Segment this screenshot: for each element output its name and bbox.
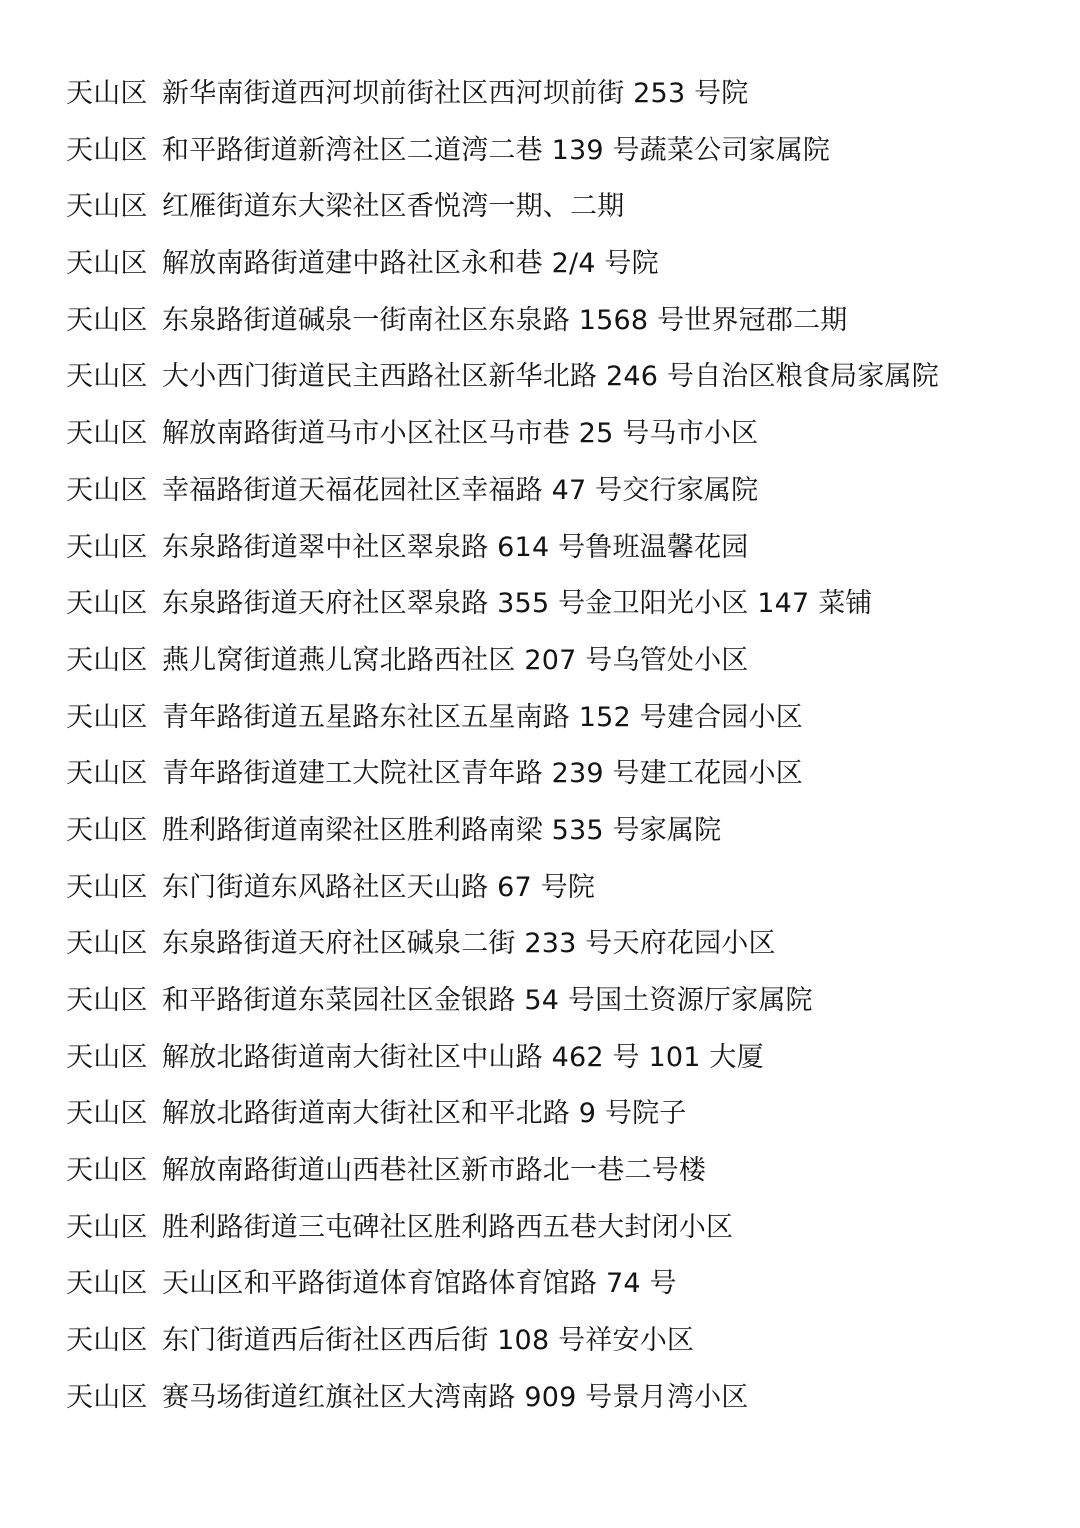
address-text: 胜利路街道南梁社区胜利路南梁 535 号家属院	[162, 814, 722, 846]
address-text: 解放南路街道建中路社区永和巷 2/4 号院	[162, 248, 659, 280]
district-label: 天山区	[66, 644, 148, 676]
district-label: 天山区	[66, 134, 148, 166]
address-text: 东泉路街道碱泉一街南社区东泉路 1568 号世界冠郡二期	[162, 304, 848, 336]
address-text: 和平路街道东菜园社区金银路 54 号国土资源厅家属院	[162, 985, 813, 1016]
district-label: 天山区	[66, 1381, 148, 1413]
address-text: 解放北路街道南大街社区和平北路 9 号院子	[162, 1098, 687, 1130]
district-label: 天山区	[66, 1325, 148, 1357]
address-text: 东泉路街道天府社区翠泉路 355 号金卫阳光小区 147 菜铺	[162, 588, 873, 620]
district-label: 天山区	[66, 588, 148, 620]
list-item	[66, 524, 1046, 581]
district-label: 天山区	[66, 78, 148, 109]
address-text: 胜利路街道三屯碑社区胜利路西五巷大封闭小区	[162, 1211, 734, 1243]
address-text: 东泉路街道天府社区碱泉二街 233 号天府花园小区	[162, 928, 776, 960]
district-label: 天山区	[66, 871, 148, 903]
address-text: 大小西门街道民主西路社区新华北路 246 号自治区粮食局家属院	[162, 361, 939, 393]
address-text: 天山区和平路街道体育馆路体育馆路 74 号	[162, 1268, 677, 1300]
list-item	[66, 297, 1046, 354]
address-text: 红雁街道东大梁社区香悦湾一期、二期	[162, 191, 625, 223]
address-text: 解放南路街道马市小区社区马市巷 25 号马市小区	[162, 418, 759, 450]
list-item	[66, 1147, 1046, 1204]
address-text: 燕儿窝街道燕儿窝北路西社区 207 号乌管处小区	[162, 644, 749, 676]
list-item	[66, 1090, 1046, 1147]
list-item	[66, 70, 1046, 127]
district-label: 天山区	[66, 985, 148, 1016]
district-label: 天山区	[66, 418, 148, 450]
district-label: 天山区	[66, 701, 148, 733]
district-label: 天山区	[66, 1211, 148, 1243]
district-label: 天山区	[66, 361, 148, 393]
list-item	[66, 1260, 1046, 1317]
district-label: 天山区	[66, 531, 148, 563]
district-label: 天山区	[66, 474, 148, 506]
list-item	[66, 807, 1046, 864]
list-item	[66, 240, 1046, 297]
address-list	[66, 70, 1046, 1431]
list-item	[66, 1034, 1046, 1091]
address-text: 解放南路街道山西巷社区新市路北一巷二号楼	[162, 1155, 706, 1187]
list-item	[66, 353, 1046, 410]
address-text: 赛马场街道红旗社区大湾南路 909 号景月湾小区	[162, 1381, 749, 1413]
address-text: 和平路街道新湾社区二道湾二巷 139 号蔬菜公司家属院	[162, 134, 831, 166]
list-item	[66, 750, 1046, 807]
address-text: 东泉路街道翠中社区翠泉路 614 号鲁班温馨花园	[162, 531, 749, 563]
list-item	[66, 410, 1046, 467]
address-text: 幸福路街道天福花园社区幸福路 47 号交行家属院	[162, 474, 759, 506]
district-label: 天山区	[66, 928, 148, 960]
list-item	[66, 977, 1046, 1034]
district-label: 天山区	[66, 1098, 148, 1130]
list-item	[66, 864, 1046, 921]
list-item	[66, 1204, 1046, 1261]
district-label: 天山区	[66, 1268, 148, 1300]
list-item	[66, 183, 1046, 240]
address-text: 解放北路街道南大街社区中山路 462 号 101 大厦	[162, 1041, 764, 1073]
address-text: 青年路街道五星路东社区五星南路 152 号建合园小区	[162, 701, 803, 733]
address-text: 东门街道西后街社区西后街 108 号祥安小区	[162, 1325, 695, 1357]
list-item	[66, 580, 1046, 637]
district-label: 天山区	[66, 758, 148, 790]
district-label: 天山区	[66, 1155, 148, 1187]
district-label: 天山区	[66, 304, 148, 336]
list-item	[66, 637, 1046, 694]
district-label: 天山区	[66, 1041, 148, 1073]
address-text: 青年路街道建工大院社区青年路 239 号建工花园小区	[162, 758, 803, 790]
district-label: 天山区	[66, 248, 148, 280]
address-text: 新华南街道西河坝前街社区西河坝前街 253 号院	[162, 78, 749, 109]
list-item	[66, 694, 1046, 751]
list-item	[66, 467, 1046, 524]
district-label: 天山区	[66, 191, 148, 223]
list-item	[66, 127, 1046, 184]
address-text: 东门街道东风路社区天山路 67 号院	[162, 871, 596, 903]
list-item	[66, 1374, 1046, 1431]
list-item	[66, 1317, 1046, 1374]
list-item	[66, 920, 1046, 977]
district-label: 天山区	[66, 814, 148, 846]
